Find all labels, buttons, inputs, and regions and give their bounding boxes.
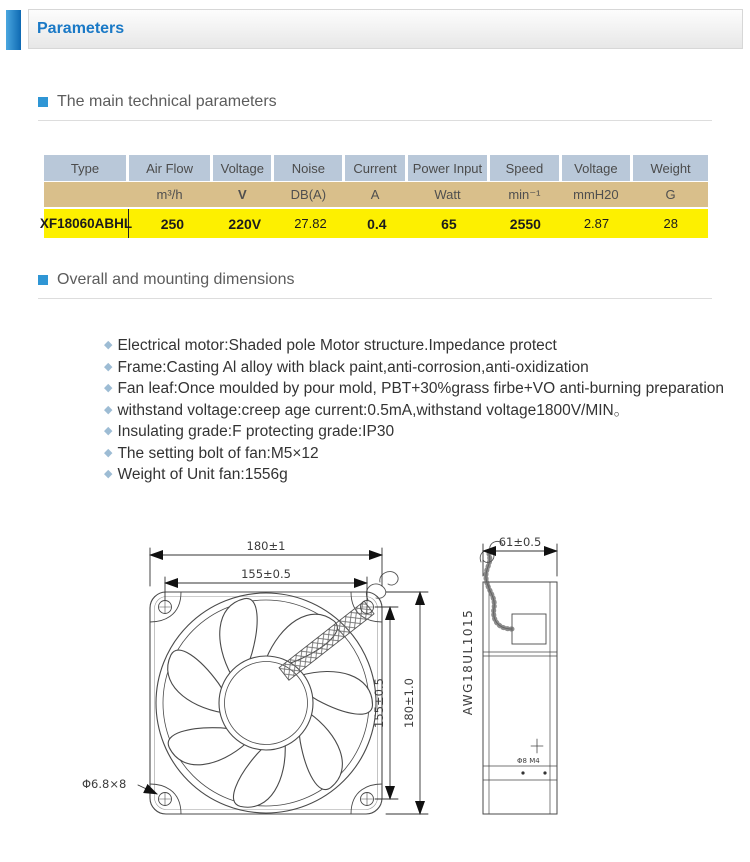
feature-text: The setting bolt of fan:M5×12 xyxy=(117,444,319,462)
list-item xyxy=(104,378,729,400)
value-power: 65 xyxy=(409,209,488,238)
value-weight: 28 xyxy=(634,209,708,238)
feature-text: withstand voltage:creep age current:0.5mA,withstand voltage1800V/MIN。 xyxy=(117,401,630,419)
feature-text: Electrical motor:Shaded pole Motor structure.Impedance protect xyxy=(117,337,557,354)
dim-height-inner: 155±0.5 xyxy=(372,677,386,728)
list-item xyxy=(104,400,729,422)
lead-wire-hatching xyxy=(486,554,512,629)
fan-side-view xyxy=(480,541,557,814)
header-accent-bar xyxy=(6,10,21,50)
unit-noise: DB(A) xyxy=(274,182,342,207)
unit-speed: min⁻¹ xyxy=(490,182,558,207)
section-dimensions xyxy=(38,271,712,289)
section-divider xyxy=(38,298,712,299)
square-bullet-icon xyxy=(38,97,48,107)
value-airflow: 250 xyxy=(132,209,213,238)
unit-weight: G xyxy=(633,182,708,207)
col-header-weight: Weight xyxy=(633,155,708,181)
diamond-bullet-icon: ◆ xyxy=(104,403,113,416)
section-title: The main technical parameters xyxy=(57,93,277,110)
mounting-hole-note: Φ6.8×8 xyxy=(82,776,127,791)
dim-width-inner: 155±0.5 xyxy=(241,566,291,581)
value-pressure: 2.87 xyxy=(562,209,630,238)
table-data-row xyxy=(39,209,708,238)
feature-text: Frame:Casting Al alloy with black paint,anti-corrosion,anti-oxidization xyxy=(117,358,589,376)
value-current: 0.4 xyxy=(347,209,406,238)
unit-power: Watt xyxy=(408,182,487,207)
value-type: XF18060ABHL xyxy=(44,209,129,238)
page-title: Parameters xyxy=(37,20,125,37)
screw-note: Φ8 M4 xyxy=(517,756,540,765)
diamond-bullet-icon: ◆ xyxy=(104,446,113,459)
feature-text: Insulating grade:F protecting grade:IP30 xyxy=(117,423,395,440)
list-item xyxy=(104,335,729,357)
table-header-row xyxy=(44,155,708,181)
center-cross-mark xyxy=(531,739,543,753)
section-main-parameters xyxy=(38,93,712,111)
value-speed: 2550 xyxy=(491,209,559,238)
value-voltage: 220V xyxy=(216,209,274,238)
screw-dot xyxy=(521,771,524,774)
list-item xyxy=(104,443,729,465)
list-item xyxy=(104,357,729,379)
diamond-bullet-icon: ◆ xyxy=(104,360,113,373)
diamond-bullet-icon: ◆ xyxy=(104,382,113,394)
col-header-current: Current xyxy=(345,155,405,181)
square-bullet-icon xyxy=(38,275,48,285)
dimension-drawing xyxy=(40,522,750,820)
fan-front-view xyxy=(150,571,398,813)
col-header-voltage2: Voltage xyxy=(562,155,630,181)
unit-voltage: V xyxy=(213,182,271,207)
list-item xyxy=(104,421,729,443)
col-header-power-input: Power Input xyxy=(408,155,487,181)
unit-pressure: mmH20 xyxy=(562,182,630,207)
col-header-type: Type xyxy=(44,155,126,181)
parameters-table xyxy=(39,155,708,238)
side-flange-lines xyxy=(489,582,550,814)
table-units-row xyxy=(44,182,708,207)
header-bar xyxy=(28,9,743,49)
unit-current: A xyxy=(345,182,405,207)
section-title: Overall and mounting dimensions xyxy=(57,271,295,288)
unit-type xyxy=(44,182,126,207)
screw-dot xyxy=(543,771,546,774)
unit-airflow: m³/h xyxy=(129,182,210,207)
feature-list xyxy=(104,335,729,486)
value-noise: 27.82 xyxy=(277,209,344,238)
col-header-voltage: Voltage xyxy=(213,155,271,181)
dim-width-outer: 180±1 xyxy=(246,538,286,553)
wire-gauge-label: AWG18UL1015 xyxy=(461,608,475,715)
list-item xyxy=(104,464,729,486)
col-header-noise: Noise xyxy=(274,155,342,181)
col-header-airflow: Air Flow xyxy=(129,155,210,181)
diamond-bullet-icon: ◆ xyxy=(104,425,113,437)
feature-text: Weight of Unit fan:1556g xyxy=(117,466,288,483)
col-header-speed: Speed xyxy=(490,155,558,181)
dim-side-width: 61±0.5 xyxy=(498,534,542,549)
diamond-bullet-icon: ◆ xyxy=(104,339,113,351)
page-header xyxy=(0,9,750,51)
feature-text: Fan leaf:Once moulded by pour mold, PBT+30%grass firbe+VO anti-burning preparation xyxy=(117,380,725,397)
dim-height-outer: 180±1.0 xyxy=(402,677,416,728)
diamond-bullet-icon: ◆ xyxy=(104,468,113,480)
terminal-box xyxy=(512,614,546,644)
section-divider xyxy=(38,120,712,121)
